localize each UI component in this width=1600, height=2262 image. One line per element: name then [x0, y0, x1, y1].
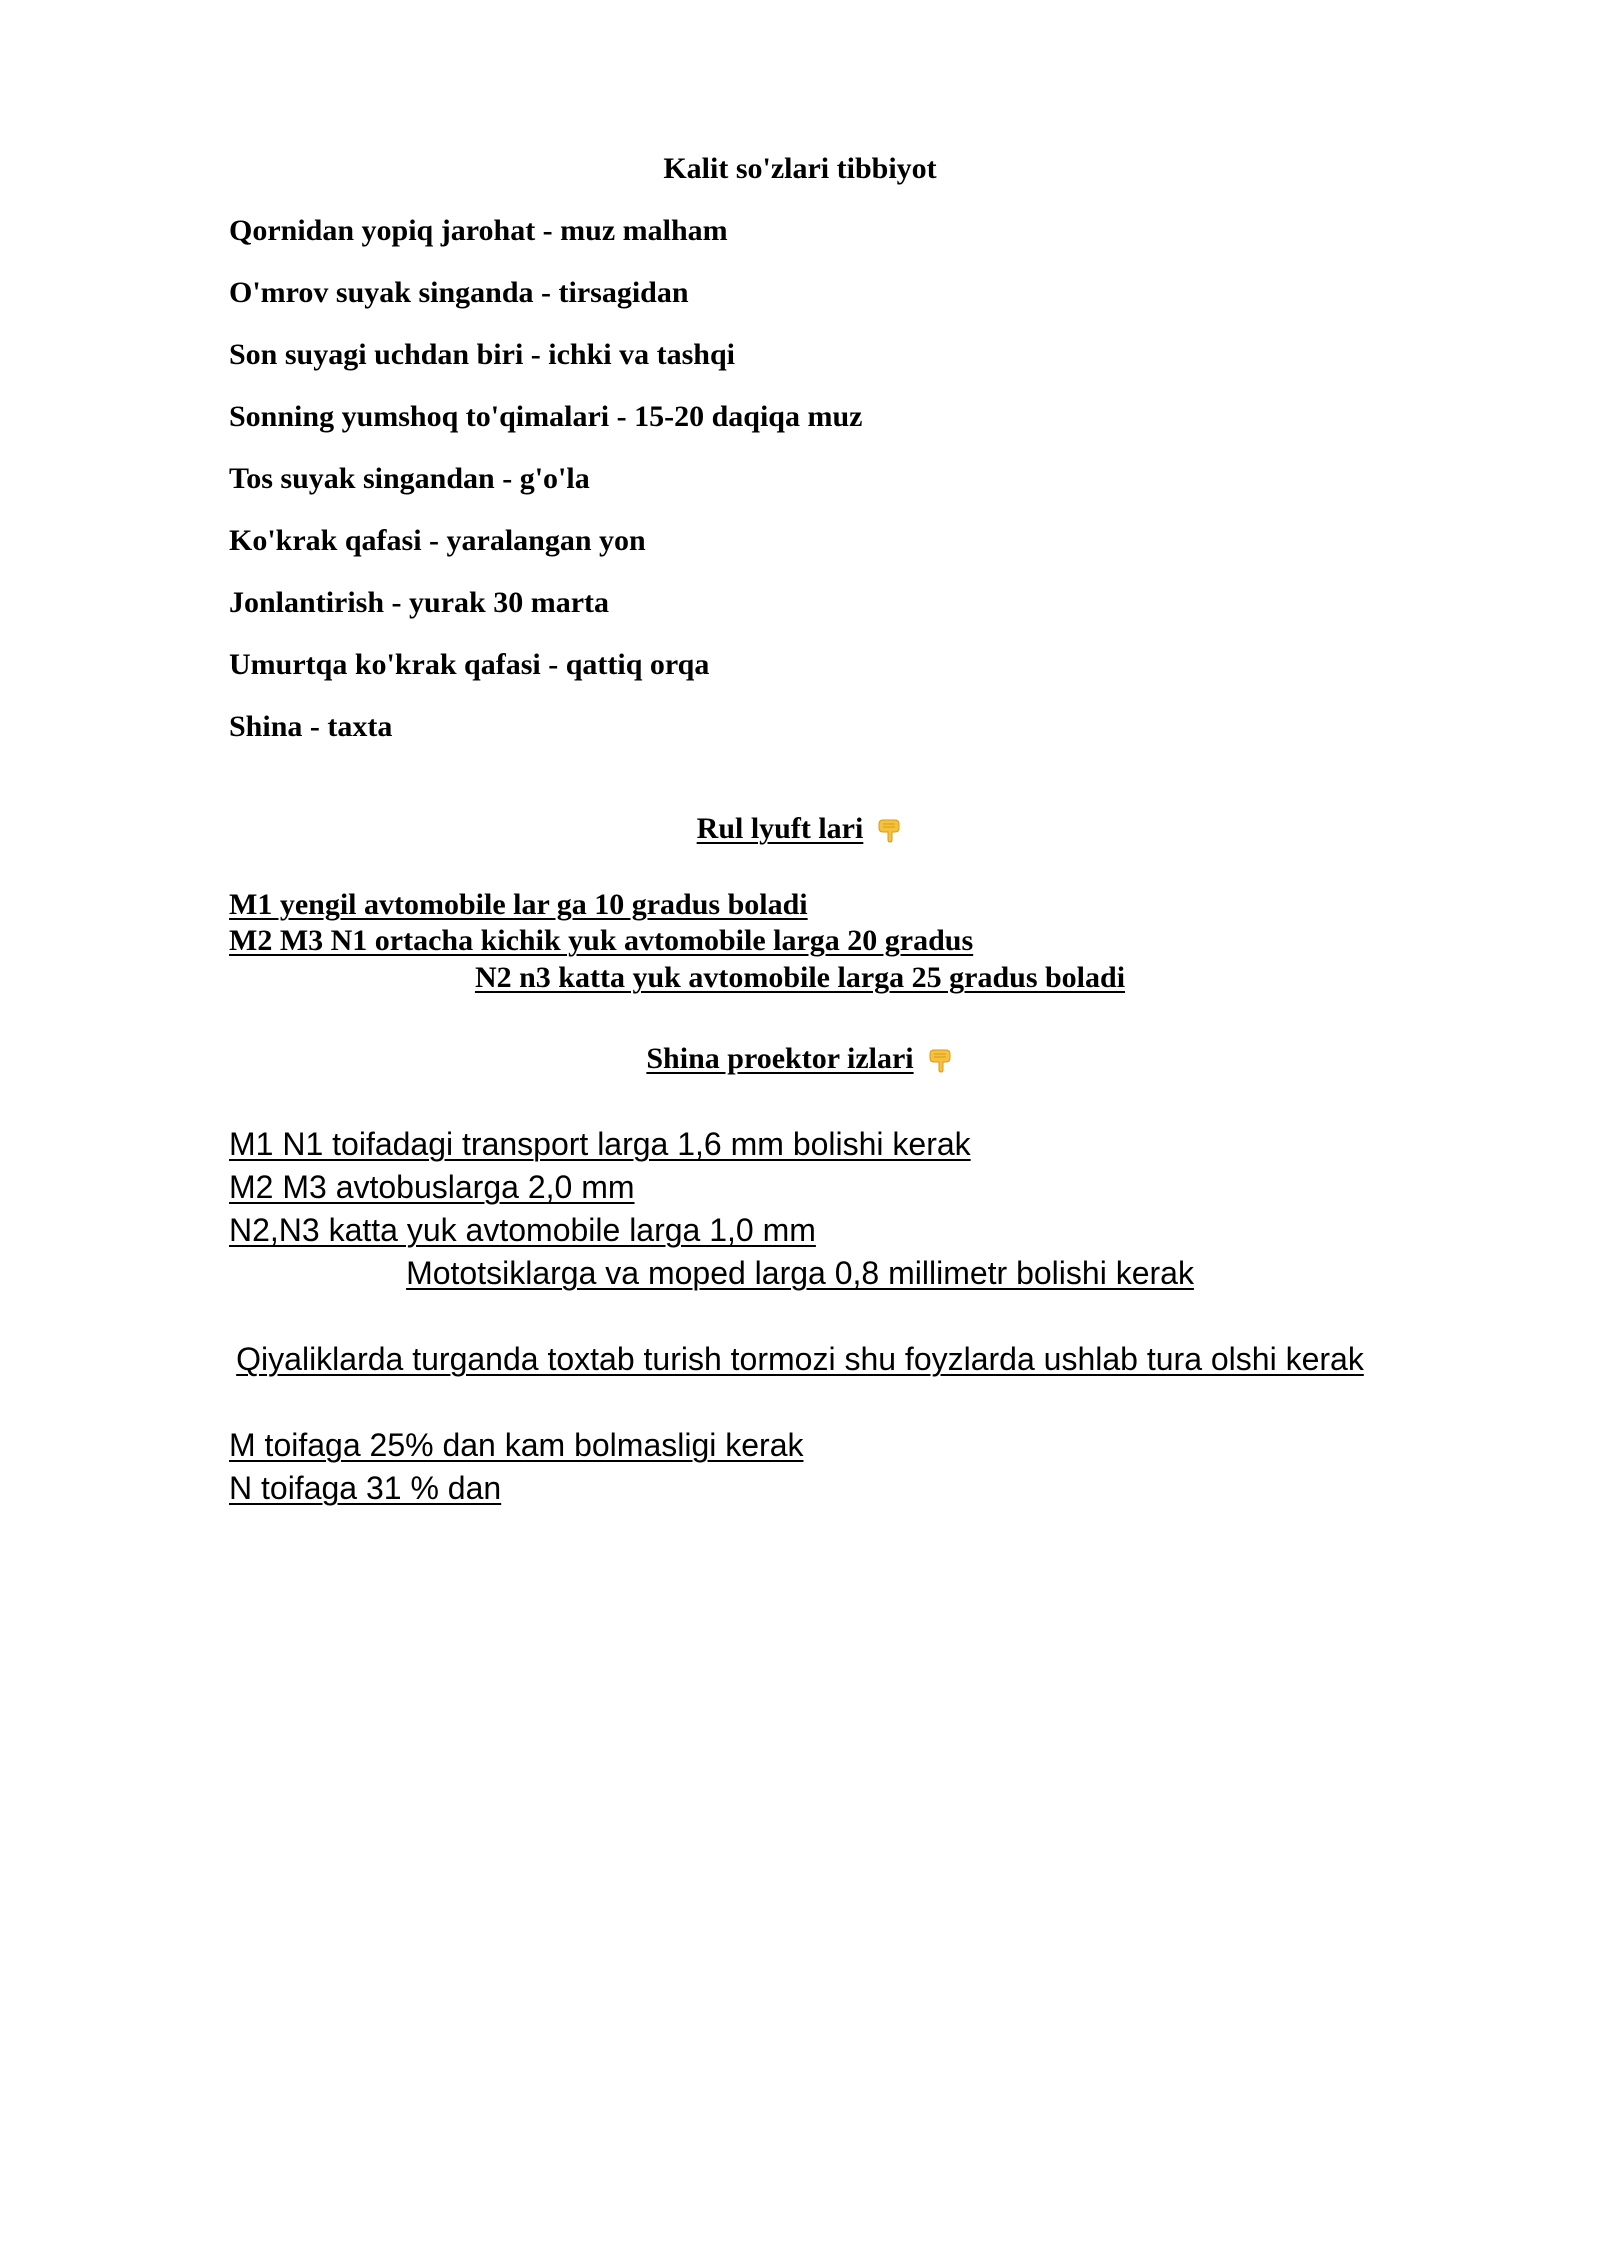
medicine-title: Kalit so'zlari tibbiyot — [663, 152, 937, 185]
steering-item: N2 n3 katta yuk avtomobile larga 25 gradus boladi — [474, 961, 1126, 994]
tread-item: N2,N3 katta yuk avtomobile larga 1,0 mm — [229, 1212, 816, 1248]
medicine-item: Shina - taxta — [229, 710, 393, 743]
medicine-item: Sonning yumshoq to'qimalari - 15-20 daqiqa muz — [229, 400, 863, 433]
parking-brake-item: M toifaga 25% dan kam bolmasligi kerak — [229, 1427, 804, 1463]
steering-title-text: Rul lyuft lari — [696, 812, 864, 845]
pointing-down-hand-icon — [924, 1044, 954, 1074]
tread-item: M1 N1 toifadagi transport larga 1,6 mm bolishi kerak — [229, 1126, 971, 1162]
medicine-item: Son suyagi uchdan biri - ichki va tashqi — [229, 338, 736, 371]
medicine-item: Qornidan yopiq jarohat - muz malham — [229, 214, 728, 247]
steering-item: M2 M3 N1 ortacha kichik yuk avtomobile larga 20 gradus — [229, 924, 974, 957]
medicine-item: Tos suyak singandan - g'o'la — [229, 462, 590, 495]
tread-item: M2 M3 avtobuslarga 2,0 mm — [229, 1169, 635, 1205]
tread-title — [0, 1042, 1600, 1076]
parking-brake-title: Qiyaliklarda turganda toxtab turish tormozi shu foyzlarda ushlab tura olshi kerak — [236, 1341, 1364, 1377]
tread-title-text: Shina proektor izlari — [646, 1042, 914, 1075]
medicine-item: O'mrov suyak singanda - tirsagidan — [229, 276, 689, 309]
steering-item: M1 yengil avtomobile lar ga 10 gradus boladi — [229, 888, 808, 921]
medicine-item: Umurtqa ko'krak qafasi - qattiq orqa — [229, 648, 710, 681]
pointing-down-hand-icon — [873, 814, 903, 844]
tread-item: Mototsiklarga va moped larga 0,8 millimetr bolishi kerak — [406, 1255, 1194, 1291]
parking-brake-item: N toifaga 31 % dan — [229, 1470, 502, 1506]
medicine-item: Jonlantirish - yurak 30 marta — [229, 586, 610, 619]
medicine-item: Ko'krak qafasi - yaralangan yon — [229, 524, 646, 557]
steering-title — [0, 812, 1600, 846]
